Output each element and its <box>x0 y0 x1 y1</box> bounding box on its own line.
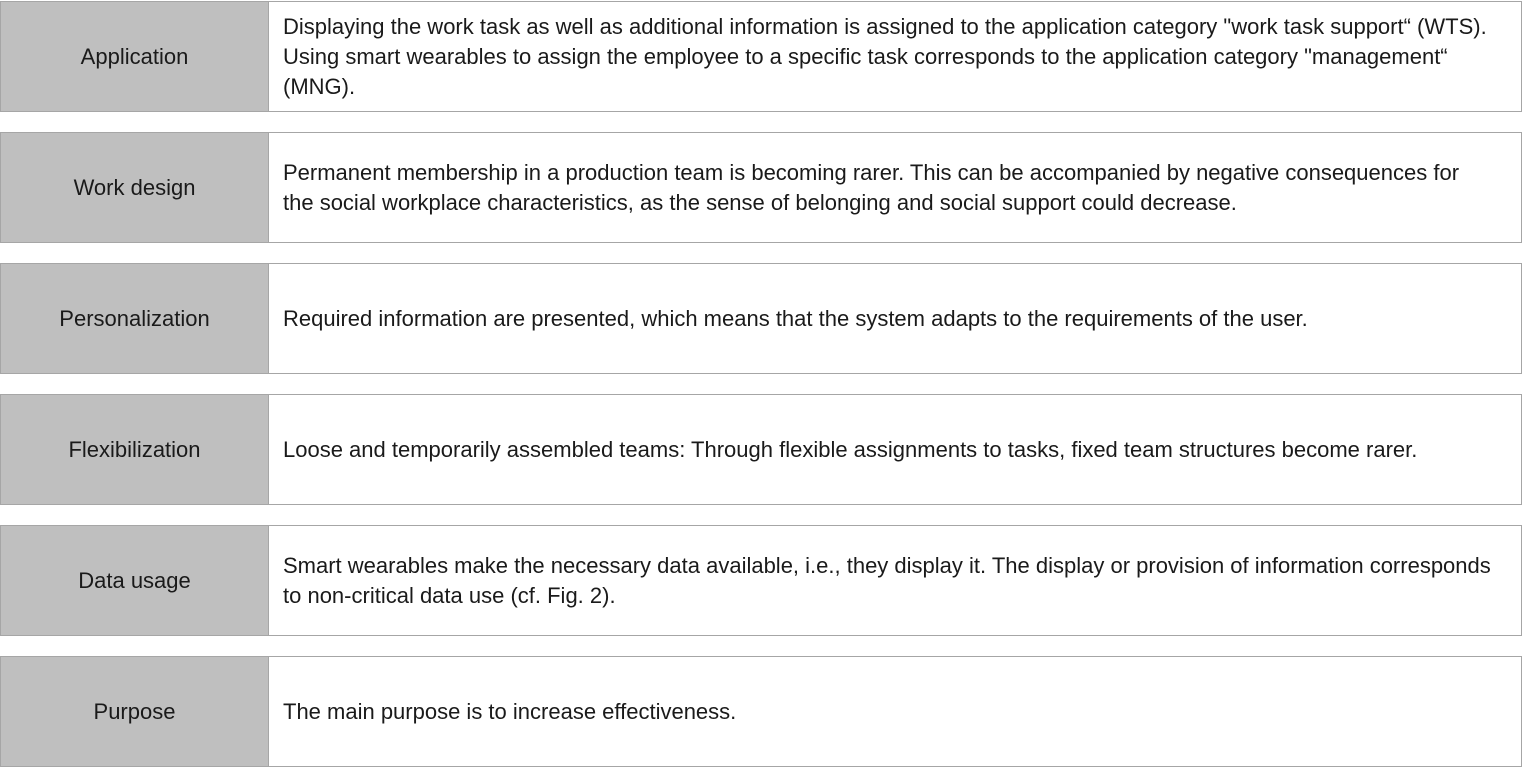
row-label: Flexibilization <box>1 395 269 504</box>
row-description: Permanent membership in a production team is becoming rarer. This can be accompanied by negative consequences for the social workplace characteristics, as the sense of belonging and social support could decrease. <box>269 133 1521 242</box>
row-label: Application <box>1 2 269 111</box>
row-label: Purpose <box>1 657 269 766</box>
row-label: Personalization <box>1 264 269 373</box>
row-description: Loose and temporarily assembled teams: Through flexible assignments to tasks, fixed team structures become rarer. <box>269 395 1521 504</box>
row-data-usage <box>0 525 1522 636</box>
row-flexibilization <box>0 394 1522 505</box>
row-description: Displaying the work task as well as additional information is assigned to the application category "work task support“ (WTS). Using smart wearables to assign the employee to a specific task corresponds to the application category "management“ (MNG). <box>269 2 1521 111</box>
row-personalization <box>0 263 1522 374</box>
row-description: The main purpose is to increase effectiveness. <box>269 657 1521 766</box>
row-work-design <box>0 132 1522 243</box>
row-purpose <box>0 656 1522 767</box>
row-description: Required information are presented, which means that the system adapts to the requirements of the user. <box>269 264 1521 373</box>
row-label: Data usage <box>1 526 269 635</box>
row-application <box>0 1 1522 112</box>
row-description: Smart wearables make the necessary data available, i.e., they display it. The display or provision of information corresponds to non-critical data use (cf. Fig. 2). <box>269 526 1521 635</box>
row-label: Work design <box>1 133 269 242</box>
